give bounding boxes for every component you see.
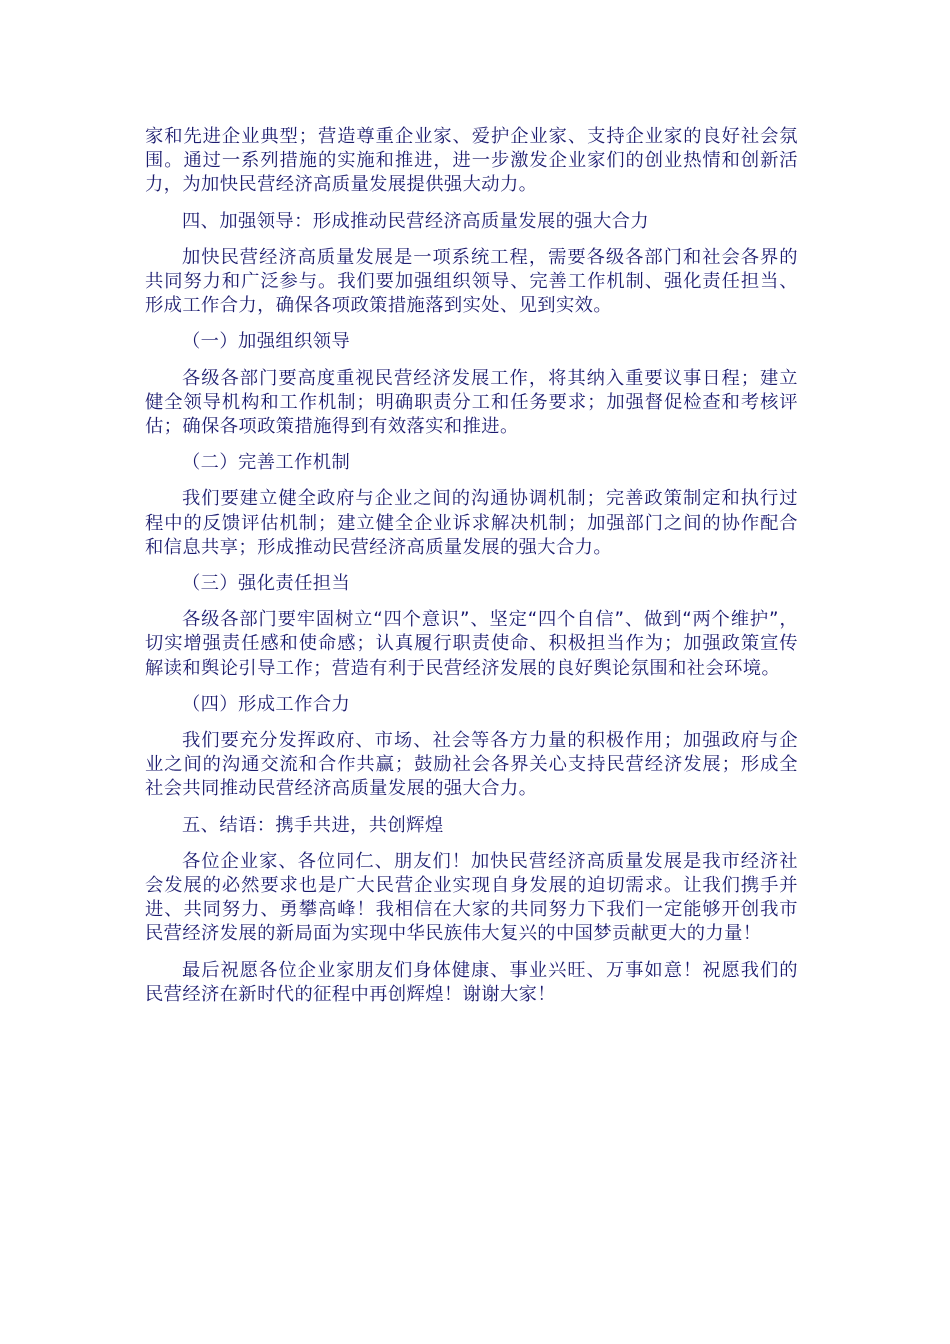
- subheading-2: （二）完善工作机制: [182, 452, 351, 474]
- paragraph: 我们要充分发挥政府、市场、社会等各方力量的积极作用；加强政府与企业之间的沟通交流和合作共赢；鼓励社会各界关心支持民营经济发展；形成全社会共同推动民营经济高质量发展的强大合力。: [145, 730, 798, 800]
- closing-paragraph: 最后祝愿各位企业家朋友们身体健康、事业兴旺、万事如意！祝愿我们的民营经济在新时代的征程中再创辉煌！谢谢大家！: [145, 959, 798, 1005]
- subheading-3: （三）强化责任担当: [182, 573, 351, 595]
- subheading-4: （四）形成工作合力: [182, 693, 351, 715]
- subheading-1: （一）加强组织领导: [182, 331, 351, 353]
- paragraph-continued: 家和先进企业典型；营造尊重企业家、爱护企业家、支持企业家的良好社会氛围。通过一系列措施的实施和推进，进一步激发企业家们的创业热情和创新活力，为加快民营经济高质量发展提供强大动力。: [145, 126, 798, 196]
- document-body: [145, 125, 798, 1019]
- paragraph: 各级各部门要牢固树立“四个意识”、坚定“四个自信”、做到“两个维护”，切实增强责任感和使命感；认真履行职责使命、积极担当作为；加强政策宣传解读和舆论引导工作；营造有利于民营经济发展的良好舆论氛围和社会环境。: [145, 609, 798, 679]
- section-heading-4: 四、加强领导：形成推动民营经济高质量发展的强大合力: [182, 210, 650, 232]
- section-heading-5: 五、结语：携手共进，共创辉煌: [182, 814, 444, 836]
- paragraph: 我们要建立健全政府与企业之间的沟通协调机制；完善政策制定和执行过程中的反馈评估机制；建立健全企业诉求解决机制；加强部门之间的协作配合和信息共享；形成推动民营经济高质量发展的强大合力。: [145, 488, 798, 558]
- paragraph: 加快民营经济高质量发展是一项系统工程，需要各级各部门和社会各界的共同努力和广泛参与。我们要加强组织领导、完善工作机制、强化责任担当、形成工作合力，确保各项政策措施落到实处、见到实效。: [145, 246, 798, 317]
- paragraph: 各级各部门要高度重视民营经济发展工作，将其纳入重要议事日程；建立健全领导机构和工作机制；明确职责分工和任务要求；加强督促检查和考核评估；确保各项政策措施得到有效落实和推进。: [145, 367, 798, 438]
- paragraph: 各位企业家、各位同仁、朋友们！加快民营经济高质量发展是我市经济社会发展的必然要求也是广大民营企业实现自身发展的迫切需求。让我们携手并进、共同努力、勇攀高峰！我相信在大家的共同努力下我们一定能够开创我市民营经济发展的新局面为实现中华民族伟大复兴的中国梦贡献更大的力量！: [145, 850, 798, 945]
